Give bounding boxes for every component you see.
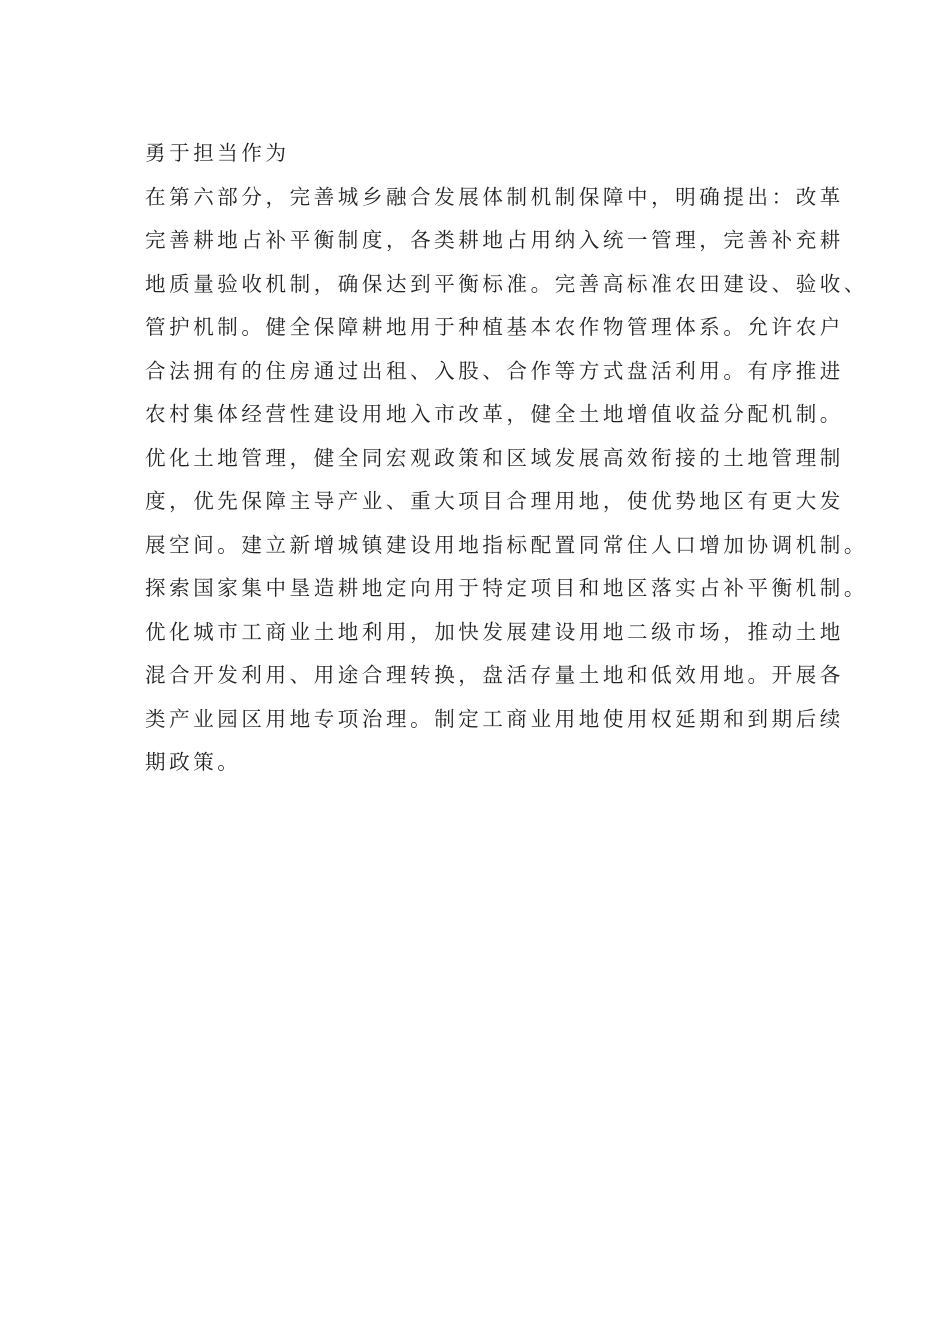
text-line: 混合开发利用、用途合理转换，盘活存量土地和低效用地。开展各 (145, 663, 844, 687)
text-line: 优化土地管理，健全同宏观政策和区域发展高效衔接的土地管理制 (145, 445, 844, 470)
text-line: 在第六部分，完善城乡融合发展体制机制保障中，明确提出：改革 (145, 184, 844, 209)
text-line: 地质量验收机制，确保达到平衡标准。完善高标准农田建设、验收、 (145, 271, 868, 296)
text-line: 展空间。建立新增城镇建设用地指标配置同常住人口增加协调机制。 (145, 532, 868, 557)
document-body (145, 132, 868, 785)
text-line: 度，优先保障主导产业、重大项目合理用地，使优势地区有更大发 (145, 489, 844, 513)
text-line: 勇于担当作为 (145, 141, 290, 165)
text-line: 探索国家集中垦造耕地定向用于特定项目和地区落实占补平衡机制。 (145, 576, 868, 600)
text-line: 类产业园区用地专项治理。制定工商业用地使用权延期和到期后续 (145, 706, 844, 731)
text-line: 期政策。 (145, 750, 242, 774)
text-line: 管护机制。健全保障耕地用于种植基本农作物管理体系。允许农户 (145, 315, 844, 339)
text-line: 完善耕地占补平衡制度，各类耕地占用纳入统一管理，完善补充耕 (145, 228, 844, 252)
text-line: 农村集体经营性建设用地入市改革，健全土地增值收益分配机制。 (145, 402, 844, 426)
text-line: 优化城市工商业土地利用，加快发展建设用地二级市场，推动土地 (145, 619, 844, 644)
text-line: 合法拥有的住房通过出租、入股、合作等方式盘活利用。有序推进 (145, 358, 844, 383)
